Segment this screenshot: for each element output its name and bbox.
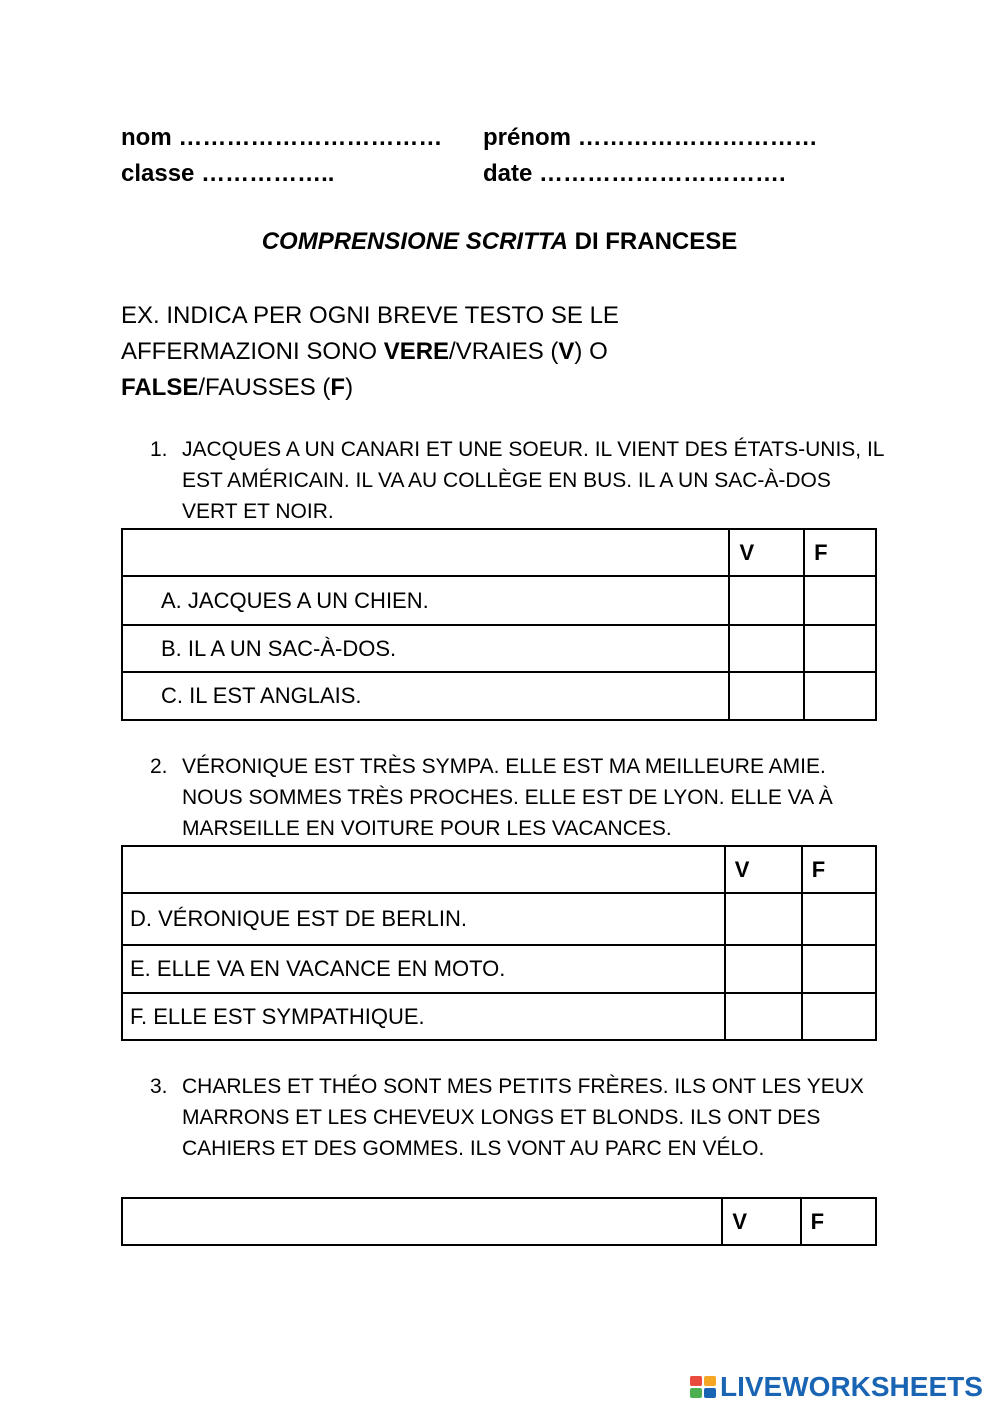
answer-f-a[interactable] xyxy=(804,576,876,625)
column-f-header: F xyxy=(802,846,876,893)
column-v-header: V xyxy=(729,529,804,576)
section-paragraph: CHARLES ET THÉO SONT MES PETITS FRÈRES. ILS ONT LES YEUX MARRONS ET LES CHEVEUX LONGS ET BLONDS. ILS ONT DES CAHIERS ET DES GOMMES. ILS VONT AU PARC EN VÉLO. xyxy=(182,1075,864,1160)
instruction-text: EX. INDICA PER OGNI BREVE TESTO SE LE AFFERMAZIONI SONO xyxy=(121,302,619,365)
name-field-label: nom …………………………… xyxy=(121,124,443,151)
column-f-header: F xyxy=(801,1198,876,1245)
title-rest: DI FRANCESE xyxy=(567,228,738,255)
logo-text: LIVEWORKSHEETS xyxy=(720,1371,983,1402)
instruction-false: FALSE xyxy=(121,374,199,401)
statement-c: C. IL EST ANGLAIS. xyxy=(122,672,729,720)
answer-v-e[interactable] xyxy=(725,945,802,993)
section-number: 1. xyxy=(150,438,168,461)
logo-square xyxy=(690,1376,702,1386)
first-name-field-label: prénom ………………………… xyxy=(483,124,818,151)
answer-v-f[interactable] xyxy=(725,993,802,1040)
statement-e: E. ELLE VA EN VACANCE EN MOTO. xyxy=(122,945,725,993)
page-title xyxy=(0,228,999,256)
logo-mark-icon xyxy=(690,1376,716,1398)
header-cell xyxy=(122,1198,722,1245)
answer-f-c[interactable] xyxy=(804,672,876,720)
answer-v-b[interactable] xyxy=(729,625,804,672)
statement-a: A. JACQUES A UN CHIEN. xyxy=(122,576,729,625)
statement-d: D. VÉRONIQUE EST DE BERLIN. xyxy=(122,893,725,945)
true-false-table-3 xyxy=(121,1197,877,1246)
answer-v-d[interactable] xyxy=(725,893,802,945)
date-field-label: date …………………………. xyxy=(483,160,786,187)
instruction-text: ) O xyxy=(574,338,608,365)
instruction-text: /VRAIES ( xyxy=(449,338,559,365)
column-v-header: V xyxy=(725,846,802,893)
answer-f-f[interactable] xyxy=(802,993,876,1040)
answer-f-d[interactable] xyxy=(802,893,876,945)
instruction-text: ) xyxy=(345,374,354,401)
section-number: 3. xyxy=(150,1075,168,1098)
instruction-text: /FAUSSES ( xyxy=(198,374,331,401)
logo-square xyxy=(690,1388,702,1398)
section-number: 2. xyxy=(150,755,168,778)
logo-square xyxy=(704,1376,716,1386)
header-cell xyxy=(122,529,729,576)
answer-f-b[interactable] xyxy=(804,625,876,672)
class-field-label: classe …………….. xyxy=(121,160,335,187)
section-paragraph: VÉRONIQUE EST TRÈS SYMPA. ELLE EST MA MEILLEURE AMIE. NOUS SOMMES TRÈS PROCHES. ELLE EST DE LYON. ELLE VA À MARSEILLE EN VOITURE POUR LES VACANCES. xyxy=(182,755,833,840)
instruction xyxy=(121,298,741,406)
instruction-vere: VERE xyxy=(383,338,450,365)
logo-square xyxy=(704,1388,716,1398)
section-2-text xyxy=(150,751,890,847)
column-f-header: F xyxy=(804,529,876,576)
section-1-text xyxy=(150,434,890,530)
section-paragraph: JACQUES A UN CANARI ET UNE SOEUR. IL VIENT DES ÉTATS-UNIS, IL EST AMÉRICAIN. IL VA AU COLLÈGE EN BUS. IL A UN SAC-À-DOS VERT ET NOIR. xyxy=(182,438,884,523)
statement-b: B. IL A UN SAC-À-DOS. xyxy=(122,625,729,672)
instruction-v: V xyxy=(558,338,575,365)
answer-f-e[interactable] xyxy=(802,945,876,993)
true-false-table-1 xyxy=(121,528,877,721)
true-false-table-2 xyxy=(121,845,877,1041)
statement-f: F. ELLE EST SYMPATHIQUE. xyxy=(122,993,725,1040)
section-3-text xyxy=(150,1071,890,1199)
header-cell xyxy=(122,846,725,893)
answer-v-a[interactable] xyxy=(729,576,804,625)
title-italic: COMPRENSIONE SCRITTA xyxy=(261,228,568,255)
liveworksheets-logo xyxy=(690,1370,983,1404)
column-v-header: V xyxy=(722,1198,800,1245)
answer-v-c[interactable] xyxy=(729,672,804,720)
instruction-f: F xyxy=(330,374,346,401)
